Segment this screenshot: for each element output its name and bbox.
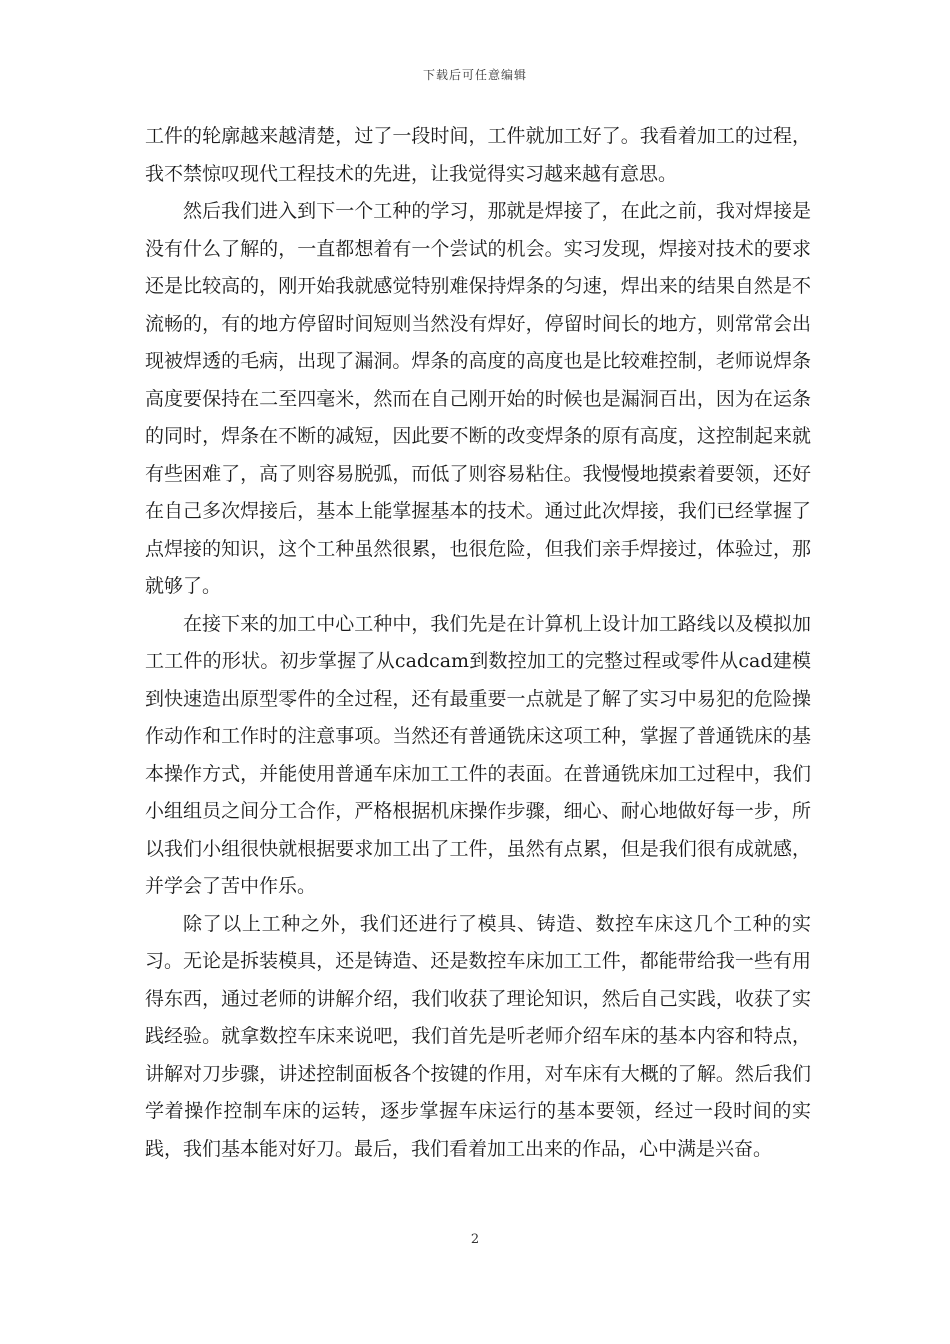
document-body <box>145 118 811 1168</box>
paragraph-3: 在接下来的加工中心工种中，我们先是在计算机上设计加工路线以及模拟加工工件的形状。初步掌握了从cadcam到数控加工的完整过程或零件从cad建模到快速造出原型零件的全过程，还有最重要一点就是了解了实习中易犯的危险操作动作和工作时的注意事项。当然还有普通铣床这项工种，掌握了普通铣床的基本操作方式，并能使用普通车床加工工件的表面。在普通铣床加工过程中，我们小组组员之间分工合作，严格根据机床操作步骤，细心、耐心地做好每一步，所以我们小组很快就根据要求加工出了工件，虽然有点累，但是我们很有成就感，并学会了苦中作乐。 <box>145 612 811 897</box>
paragraph-1: 工件的轮廓越来越清楚，过了一段时间，工件就加工好了。我看着加工的过程，我不禁惊叹现代工程技术的先进，让我觉得实习越来越有意思。 <box>145 125 811 185</box>
page-number: 2 <box>470 1232 480 1247</box>
paragraph-2: 然后我们进入到下一个工种的学习，那就是焊接了，在此之前，我对焊接是没有什么了解的，一直都想着有一个尝试的机会。实习发现，焊接对技术的要求还是比较高的，刚开始我就感觉特别难保持焊条的匀速，焊出来的结果自然是不流畅的，有的地方停留时间短则当然没有焊好，停留时间长的地方，则常常会出现被焊透的毛病，出现了漏洞。焊条的高度的高度也是比较难控制，老师说焊条高度要保持在二至四毫米，然而在自己刚开始的时候也是漏洞百出，因为在运条的同时，焊条在不断的减短，因此要不断的改变焊条的原有高度，这控制起来就有些困难了，高了则容易脱弧，而低了则容易粘住。我慢慢地摸索着要领，还好在自己多次焊接后，基本上能掌握基本的技术。通过此次焊接，我们已经掌握了点焊接的知识，这个工种虽然很累，也很危险，但我们亲手焊接过，体验过，那就够了。 <box>145 200 811 597</box>
paragraph-4: 除了以上工种之外，我们还进行了模具、铸造、数控车床这几个工种的实习。无论是拆装模具，还是铸造、还是数控车床加工工件，都能带给我一些有用得东西，通过老师的讲解介绍，我们收获了理论知识，然后自己实践，收获了实践经验。就拿数控车床来说吧，我们首先是听老师介绍车床的基本内容和特点，讲解对刀步骤，讲述控制面板各个按键的作用，对车床有大概的了解。然后我们学着操作控制车床的运转，逐步掌握车床运行的基本要领，经过一段时间的实践，我们基本能对好刀。最后，我们看着加工出来的作品，心中满是兴奋。 <box>145 912 811 1160</box>
page-header: 下载后可任意编辑 <box>422 68 527 82</box>
